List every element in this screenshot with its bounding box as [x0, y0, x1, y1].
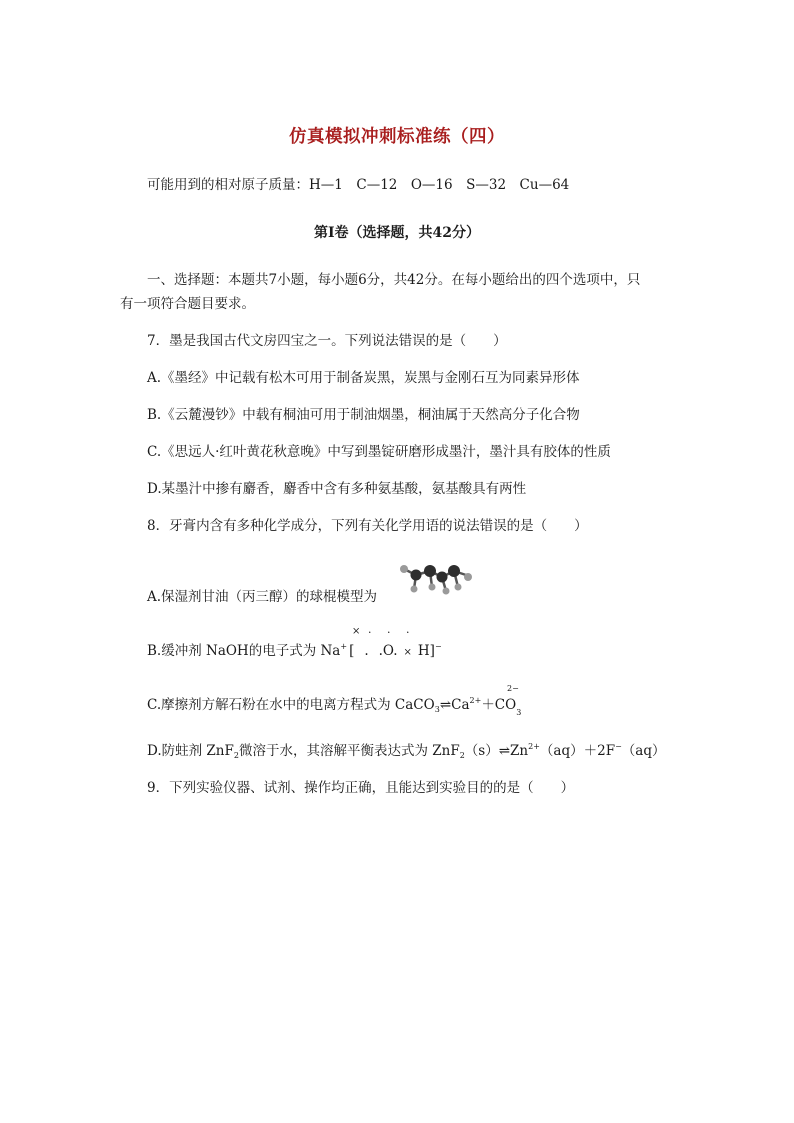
instructions-line-1: 一、选择题：本题共7小题，每小题6分，共42分。在每小题给出的四个选项中，只: [147, 272, 641, 288]
instructions-line-2: 有一项符合题目要求。: [120, 296, 255, 312]
q8-b-h: H]: [417, 643, 435, 659]
q8-d-2plus: 2+: [528, 742, 540, 751]
q7-option-c: C.《思远人·红叶黄花秋意晚》中写到墨锭研磨形成墨汁，墨汁具有胶体的性质: [147, 444, 611, 460]
q8-option-b: [147, 641, 442, 663]
q8-b-x: ×: [403, 647, 412, 658]
q9-stem: 9．下列实验仪器、试剂、操作均正确，且能达到实验目的的是（ ）: [147, 780, 575, 796]
q8-d-text-4: （aq）＋2F: [539, 743, 616, 759]
q8-b-bracket: [: [349, 643, 355, 659]
q7-option-a: A.《墨经》中记载有松木可用于制备炭黑，炭黑与金刚石互为同素异形体: [147, 370, 580, 386]
q8-stem: 8．牙膏内含有多种化学成分，下列有关化学用语的说法错误的是（ ）: [147, 518, 588, 534]
q8-c-2minus: 2−: [507, 684, 519, 693]
q8-c-co: ＋CO: [481, 697, 517, 713]
q8-d-text-5: （aq）: [621, 743, 666, 759]
q8-d-text-1: D.防蛀剂 ZnF: [147, 743, 234, 759]
q8-d-text-2: 微溶于水，其溶解平衡表达式为 ZnF: [238, 743, 460, 759]
q8-d-sub2b: 2: [459, 751, 465, 760]
page-title: 仿真模拟冲刺标准练（四）: [289, 127, 505, 147]
q8-b-dot: .: [364, 643, 369, 659]
q8-c-2plus: 2+: [469, 696, 482, 705]
q8-b-top-x: ×: [352, 626, 361, 637]
q8-option-c: [147, 695, 521, 717]
q8-b-text: B.缓冲剂 NaOH的电子式为 Na: [147, 643, 341, 659]
q8-b-minus: −: [434, 642, 442, 651]
atomic-masses-line: 可能用到的相对原子质量：H—1 C—12 O—16 S—32 Cu—64: [147, 177, 570, 193]
q8-c-sub3: 3: [434, 705, 440, 714]
q8-option-a: A.保湿剂甘油（丙三醇）的球棍模型为: [147, 589, 378, 605]
section-title: 第Ⅰ卷（选择题，共42分）: [313, 225, 481, 241]
q8-d-minus: −: [615, 742, 622, 751]
q7-stem: 7．墨是我国古代文房四宝之一。下列说法错误的是（ ）: [147, 333, 507, 349]
q8-c-text: C.摩擦剂方解石粉在水中的电离方程式为 CaCO: [147, 697, 435, 713]
q8-c-co3-sub: 3: [516, 708, 522, 717]
q8-d-sub2: 2: [233, 751, 239, 760]
q8-b-oxygen: .O.: [378, 643, 398, 659]
q8-b-plus: +: [340, 642, 348, 651]
q7-option-b: B.《云麓漫钞》中载有桐油可用于制油烟墨，桐油属于天然高分子化合物: [147, 407, 580, 423]
q8-c-arrow: ⇌Ca: [439, 697, 470, 713]
q8-d-text-3: （s）⇌Zn: [464, 743, 529, 759]
q8-b-top-dots: · · ·: [368, 626, 416, 639]
q8-option-d: [147, 741, 665, 763]
q7-option-d: D.某墨汁中掺有麝香，麝香中含有多种氨基酸，氨基酸具有两性: [147, 481, 527, 497]
glycerol-ball-stick-model-image: [396, 557, 476, 597]
